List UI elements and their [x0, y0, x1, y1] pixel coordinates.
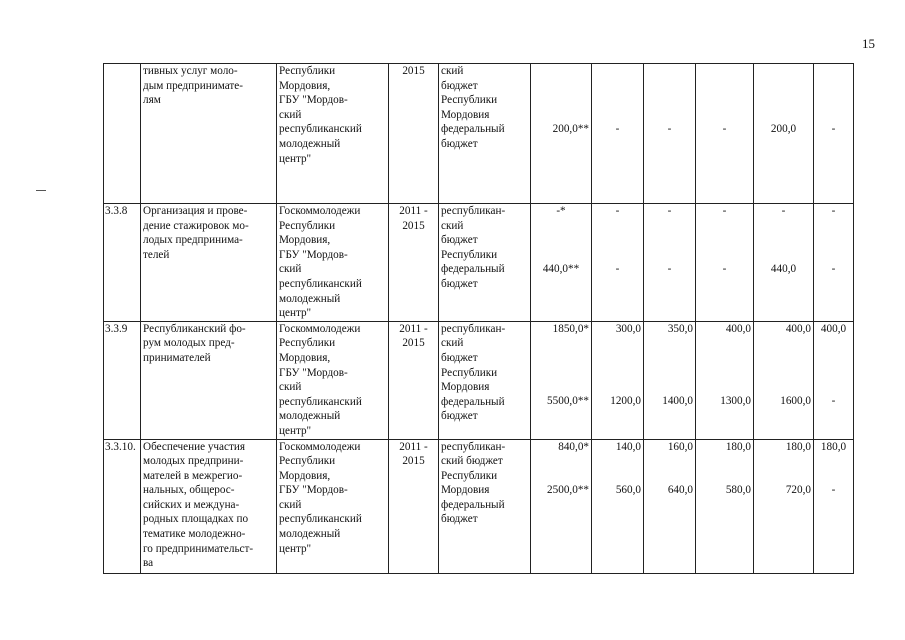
year-cell	[644, 439, 696, 573]
value-regional: -	[722, 205, 727, 217]
value-regional: 300,0	[615, 322, 641, 335]
year-cell	[644, 64, 696, 204]
page-number: 15	[862, 36, 875, 51]
value-regional: -	[831, 205, 836, 217]
value-federal: 720,0	[785, 484, 811, 497]
value-federal: -	[831, 123, 836, 135]
total-federal: 200,0**	[552, 123, 589, 135]
value-federal: -	[615, 262, 620, 275]
executor: Госкоммолодежи Республики Мордовия, ГБУ "Мордов- ский республиканский молодежный центр"	[277, 204, 389, 322]
value-regional: 350,0	[667, 322, 693, 335]
year-cell	[754, 204, 814, 322]
value-federal: -	[615, 123, 620, 135]
source-regional: ский бюджет Республики Мордовия	[441, 65, 498, 121]
funding-source	[439, 64, 531, 204]
value-regional: 400,0	[785, 322, 811, 335]
activity-name: Организация и прове- дение стажировок мо- лодых предпринима- телей	[141, 204, 277, 322]
year-cell	[592, 439, 644, 573]
executor: Госкоммолодежи Республики Мордовия, ГБУ "Мордов- ский республиканский молодежный центр"	[277, 321, 389, 439]
row-number	[104, 64, 141, 204]
value-regional: 180,0	[820, 440, 847, 453]
total-regional: 840,0*	[558, 440, 589, 453]
table-row	[104, 204, 854, 322]
total-federal: 440,0**	[542, 262, 580, 275]
value-federal: 1200,0	[610, 395, 641, 408]
year-cell	[754, 321, 814, 439]
value-regional: -	[667, 205, 672, 217]
year-cell	[644, 204, 696, 322]
total-federal: 2500,0**	[547, 484, 589, 497]
executor: Госкоммолодежи Республики Мордовия, ГБУ "Мордов- ский республиканский молодежный центр"	[277, 439, 389, 573]
total-cell	[531, 321, 592, 439]
total-federal: 5500,0**	[547, 395, 589, 408]
table-row	[104, 439, 854, 573]
funding-source	[439, 439, 531, 573]
activity-name: тивных услуг моло- дым предпринимате- лям	[141, 64, 277, 204]
funding-source	[439, 321, 531, 439]
value-federal: -	[831, 484, 836, 497]
value-federal: 1300,0	[720, 395, 751, 408]
year-cell	[754, 439, 814, 573]
source-regional: республикан- ский бюджет Республики	[441, 205, 506, 261]
value-regional: 180,0	[725, 440, 751, 453]
year-cell	[814, 439, 854, 573]
year-cell	[814, 204, 854, 322]
years: 2011 - 2015	[389, 321, 439, 439]
value-federal: -	[667, 123, 672, 135]
total-regional: -*	[556, 205, 566, 217]
value-federal: -	[667, 262, 672, 275]
executor: Республики Мордовия, ГБУ "Мордов- ский республиканский молодежный центр"	[277, 64, 389, 204]
value-federal: -	[722, 123, 727, 135]
value-federal: -	[722, 262, 727, 275]
program-activities-table	[103, 63, 854, 574]
value-regional: 400,0	[725, 322, 751, 335]
table-row	[104, 321, 854, 439]
value-federal: 580,0	[725, 484, 751, 497]
activity-name: Республиканский фо- рум молодых пред- принимателей	[141, 321, 277, 439]
value-regional: 140,0	[615, 440, 641, 453]
source-regional: республикан- ский бюджет Республики Мордовия	[441, 322, 506, 394]
total-regional: 1850,0*	[552, 322, 589, 335]
source-regional: республикан- ский бюджет Республики Мордовия	[441, 440, 506, 497]
value-federal: 640,0	[667, 484, 693, 497]
years: 2011 - 2015	[389, 439, 439, 573]
funding-source	[439, 204, 531, 322]
value-federal: -	[831, 395, 836, 408]
years: 2011 - 2015	[389, 204, 439, 322]
row-number: 3.3.8	[104, 204, 141, 322]
year-cell	[814, 64, 854, 204]
year-cell	[696, 204, 754, 322]
total-cell	[531, 439, 592, 573]
years: 2015	[389, 64, 439, 204]
value-regional: 180,0	[785, 440, 811, 453]
year-cell	[592, 204, 644, 322]
year-cell	[592, 64, 644, 204]
value-regional: -	[615, 205, 620, 217]
year-cell	[814, 321, 854, 439]
year-cell	[754, 64, 814, 204]
year-cell	[696, 321, 754, 439]
value-federal: 200,0	[770, 123, 797, 135]
value-regional: 400,0	[820, 322, 847, 335]
value-federal: 1400,0	[662, 395, 693, 408]
row-number: 3.3.9	[104, 321, 141, 439]
scan-mark	[36, 190, 46, 191]
year-cell	[696, 439, 754, 573]
row-number: 3.3.10.	[104, 439, 141, 573]
year-cell	[644, 321, 696, 439]
value-regional: -	[781, 205, 786, 217]
year-cell	[592, 321, 644, 439]
value-regional: 160,0	[667, 440, 693, 453]
table-row	[104, 64, 854, 204]
source-federal: федеральный бюджет	[441, 395, 505, 423]
value-federal: -	[831, 262, 836, 275]
activity-name: Обеспечение участия молодых предприни- мателей в межрегио- нальных, общерос- сийских и междуна- родных площадках по тематике молодежно- го предпринимательст- ва	[141, 439, 277, 573]
source-federal: федеральный бюджет	[441, 263, 505, 290]
value-federal: 1600,0	[780, 395, 811, 408]
source-federal: федеральный бюджет	[441, 498, 505, 526]
total-cell	[531, 64, 592, 204]
source-federal: федеральный бюджет	[441, 123, 505, 150]
year-cell	[696, 64, 754, 204]
total-cell	[531, 204, 592, 322]
value-federal: 560,0	[615, 484, 641, 497]
value-federal: 440,0	[770, 262, 797, 275]
